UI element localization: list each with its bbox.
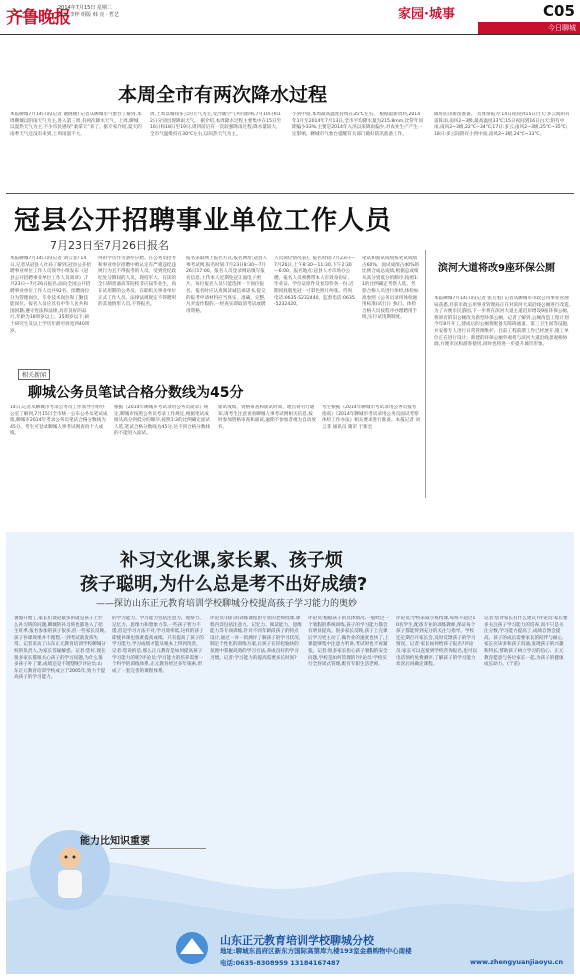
feature-col4: 评论员:根据孩子的具体情况,一般经过一个暑假的系统训练,孩子的学习能力都会有明显提高。很多家长反映,孩子上完课后学习更主动了,做作业的速度也快了,上课能够集中注意力听讲,考试时也不再紧张。记者:很多家长担心孩子暑假的安全问题,学校是如何管理的?评论员:学校实行全封闭式管理,配有专职生活老师。 — [308, 616, 390, 668]
article3-headline: 聊城公务员笔试合格分数线为45分 — [28, 385, 244, 401]
masthead-rule — [0, 34, 580, 35]
feature-col2: 的学习能力。学习能力包括注意力、观察力、记忆力、思维力和想象力等,一些孩子智力不错,但是学习方法不对,学习效率低,这样的孩子即使补课也很难提高成绩。只有提高了孩子的学习能力,学习成绩才能从根本上得到改善。记者:您说的是,那么正元教育是如何提高孩子学习能力的呢?评论员:学习能力的培养需要一个科学的训练体系,正元教育经过多年探索,形成了一套完善的课程体系。 — [112, 616, 204, 674]
article3-col4: 考生根据《2014年聊城市考试录用公务员报考指南》《2014年聊城市考试录用公务员面试考察体检工作办法》相关要求进行准备。本报记者 刘云菲 通讯员 冀军 于新宏 — [322, 405, 420, 430]
section-title: 家园·城事 — [398, 7, 455, 22]
article1-col3: 小到中雨,本周最高温度持续在35℃左右。 根据最新资料,2014年1月至2014年7月13日,全市平均降水量为215.8mm,比常年同期偏少33%,主要是2014年入汛以来降雨偏少,对农业生产产生一定影响。聊城市气象台提醒有关部门做好防汛准备工作。 — [292, 112, 424, 137]
article1-col1: 本报聊城7月14日讯(记者 谢晓丽) 记者从聊城市气象台了解到,本周聊城以阴雨天气为主,进入第三周,有两次降水天气。上周,聊城以湿热天气为主,不少市民感叹“桑拿天”来了。据专家介绍,夏天的雨季天气还没有来到,上周雨量不大, — [10, 112, 142, 137]
feature-col5: 评论员:学校采取小班授课,每班不超过10名学生,配备专业的训练教师,保证每个孩子都能得到充分的关注与指导。学校还定期召开家长会,及时反馈孩子的学习情况。记者:家长如何给孩子报名?评论员:家长可以直接到学校咨询报名,也可以电话预约免费测评,了解孩子的学习能力状况后再确定课程。 — [396, 616, 478, 668]
masthead-info — [58, 5, 119, 19]
school-logo-icon — [170, 928, 214, 968]
related-news-kicker: 相关新闻 — [18, 369, 50, 380]
feature-col3: 评论员:我们的训练课程由专业的老师授课,课程内容包括注意力、记忆力、阅读能力、思维能力等专项训练,针对不同年龄段孩子的特点设计,通过一对一的测评了解孩子的学习状况,制定个性化的训练方案,让孩子在轻松愉快的氛围中掌握高效的学习方法,养成良好的学习习惯。记者:学习能力的提高需要多长时间? — [210, 616, 302, 661]
ability-box-lines — [110, 848, 206, 909]
article2-col4: 人员岗位情况表)。报名时间:7月23日—7月26日,上午8:30—11:30,下午2:30—6:00。报名地点:冠县人才市场办公楼。报名人员须携带本人有效身份证、毕业证、学位证原件及复印件各一份,近期同底版免冠一寸彩色照片两张。咨询电话:0635-5232440。监督电话:0635-5232420。 — [274, 256, 356, 308]
article1-headline: 本周全市有两次降水过程 — [118, 84, 328, 106]
article3-col1: 14日,记者从聊城市考录公务员工作领导小组办公室了解到,7月15日全市统一公布公务员笔试成绩,聊城市2014年考录公务员笔试合格分数线为45分。考生可登录聊城人事考试网查询个人成绩。 — [10, 405, 108, 437]
article3-col2: 根据《2014年聊城市考试录用公务员简章》规定,聊城市按照公务员考录工作规定,根据笔试成绩从高分到低分的顺序,按照1:3的比例确定面试人选,笔试合格分数线为45分,达不到合格分数线的不能进入面试。 — [114, 405, 211, 437]
article2-col5: 笔试和面试成绩按笔试成绩占60%、面试成绩占40%的比例合成总成绩,根据总成绩从高分到低分的顺序,按照1:1的比例确定考察人选。考察合格人员进行体检,体检标准参照《公务员录用体检通用标准(试行)》执行。体检合格人员按程序办理聘用手续,实行试用期制度。 — [362, 256, 420, 321]
sidebar-body: 本报聊城7月14日讯(记者 张召旭) 记者从聊城市市政公用事业管理局获悉,目前市政公用事业管理局正在对滨河大道沿线公厕进行改造,为了方便市民游园,下一步将在滨河大道主道沿岸增设9座环保公厕,将原有的旧公厕改为新型环保公厕。记者了解到,公厕改造工程计划今年8月开工,建成后的公厕将配备无障碍通道、第三卫生间等设施,并安排专人进行日常管理维护。目前工程前期工作已经展开,施工单位正在进行设计。新建的环保公厕外观将与滨河大道沿线景观相协调,方便市民和游客使用,同时也将进一步提升城市形象。 — [434, 296, 571, 348]
article2-subhead: 7月23日至7月26日报名 — [50, 239, 169, 252]
page-tag: 今日聊城 — [478, 22, 580, 34]
feature-col6: 记者:您对家长有什么建议?评论员:家长要多关注孩子学习能力的培养,而不只是关注分数,学习能力提高了,成绩自然会提高。孩子的成长需要家长的陪伴与耐心,家长应该多和孩子沟通,发现孩子的兴趣和特长,帮助孩子树立学习的信心。正元教育愿意与各位家长一起,为孩子的健康成长助力。(于苗) — [484, 616, 568, 668]
article1-col4: 做好防汛排涝准备。 具体预报为:14日夜间到15日白天:多云间阴有雷阵雨,南风2~3级,最高温度33℃;15日夜间到16日白天:阴有中雨,南风2~3级,22℃~34℃;17日:多云,南风2~3级,25℃~35℃;18日:多云间阴有小到中雨,南风2~3级,24℃~33℃。 — [434, 112, 570, 137]
article2-col3: 报名采取网上报名方式,报名网址:冠县人事考试网,报名时间:7月23日8:30—7月26日17:00。报名人员登录网站填写报名信息,上传本人近期免冠正面电子照片。每位报名人员只能选择一个岗位报名。报名时应认真阅读诚信承诺书,提交的报考申请材料应当真实、准确、完整,凡弄虚作假的,一经查实即取消考试或聘用资格。 — [186, 256, 268, 314]
article1-col2: 周,上周以晴间多云的天气为主,受冷暖空气共同影响,7月10日和12日分别出现降雨天气。 据介绍,本周降水过程主要集中在15日至16日和18日至19日,周四前后有一次较强降雨过程,降水量较大,全市气温维持在30℃左右,以闷热天气为主。 — [150, 112, 282, 137]
newspaper-brand: 齐鲁晚报 — [6, 8, 70, 28]
page-code: C05 — [543, 2, 575, 20]
article3-col3: 面试成绩、资格审查和面试时间、地点将另行通知,请考生注意查看聊城人事考试网相关信息,按时参加资格审查和面试,逾期不参加者视为自动放弃。 — [218, 405, 316, 430]
feature-headline-1: 补习文化课,家长累、孩子烦 — [120, 550, 343, 571]
ability-title: 能力比知识重要 — [80, 836, 150, 847]
article2-col2: 得的学历作为条件应聘。在公务员招考和事业单位招聘中被认定有严重违纪违规行为且不得报考的人员、受到党纪政纪处分期间的人员、现役军人、在读的全日制普通高等院校非应届毕业生、尚在试用期的公务员、在职机关事业单位正式工作人员、法律法规规定不得聘用的其他情形人员,不得报名。 — [98, 256, 177, 308]
sidebar-divider — [425, 250, 426, 498]
feature-headline-2: 孩子聪明,为什么总是考不出好成绩? — [80, 574, 368, 595]
article2-col1: 本报聊城7月14日讯(记者 刘云菲) 14日,记者从冠县人社局了解到,冠县公开招聘事业单位工作人员领导小组发布《冠县公开招聘事业单位工作人员简章》,7月23日—7月26日报名,面向全国公开招聘事业单位工作人员共92名。招聘岗位分为管理岗位、专业技术岗位和工勤技能岗位。报名人员应具有中华人民共和国国籍,遵守宪法和法律,具有良好的品行,年龄为18周岁以上、35周岁以下,硕士研究生及以上学历年龄可放宽到40周岁。 — [10, 256, 92, 334]
date-line: 2014年7月15日 星期二 — [58, 5, 112, 11]
editor-line: 编辑 李梓 组版 韩 亮 · 哲艺 — [58, 12, 120, 18]
sidebar-headline: 滨河大道将改9座环保公厕 — [438, 263, 555, 274]
school-name: 山东正元教育培训学校聊城分校 — [220, 934, 374, 947]
feature-col1: 暑假开始了,家长们谈论最多的就是孩子上什么补习班的问题,聊城的补习班也都进入了招生旺季,报名参加的孩子很多,但一些家长反映,孩子补课效果并不理想,一到考试就发挥失常。记者采访了山东正元教育培训学校聊城分校的负责人,为家长答疑解惑。记者:您好,现在很多家长都很关心孩子的学习问题,为什么很多孩子补了课,成绩还是不理想呢?评论员:山东正元教育培训学校成立于2005年,致力于提高孩子的学习能力。 — [14, 616, 106, 681]
feature-subhead: ——探访山东正元教育培训学校聊城分校提高孩子学习能力的奥妙 — [96, 599, 358, 609]
school-address: 地址:聊城东昌府区新东方国际高第库九楼193室金鼎购物中心南楼 — [220, 947, 412, 955]
school-phone: 电话:0635-8308959 13184167487 — [220, 959, 341, 967]
article2-headline: 冠县公开招聘事业单位工作人员 — [14, 206, 393, 236]
school-website: www.zhengyuanjiaoyu.cn — [470, 958, 564, 966]
divider — [6, 193, 574, 194]
